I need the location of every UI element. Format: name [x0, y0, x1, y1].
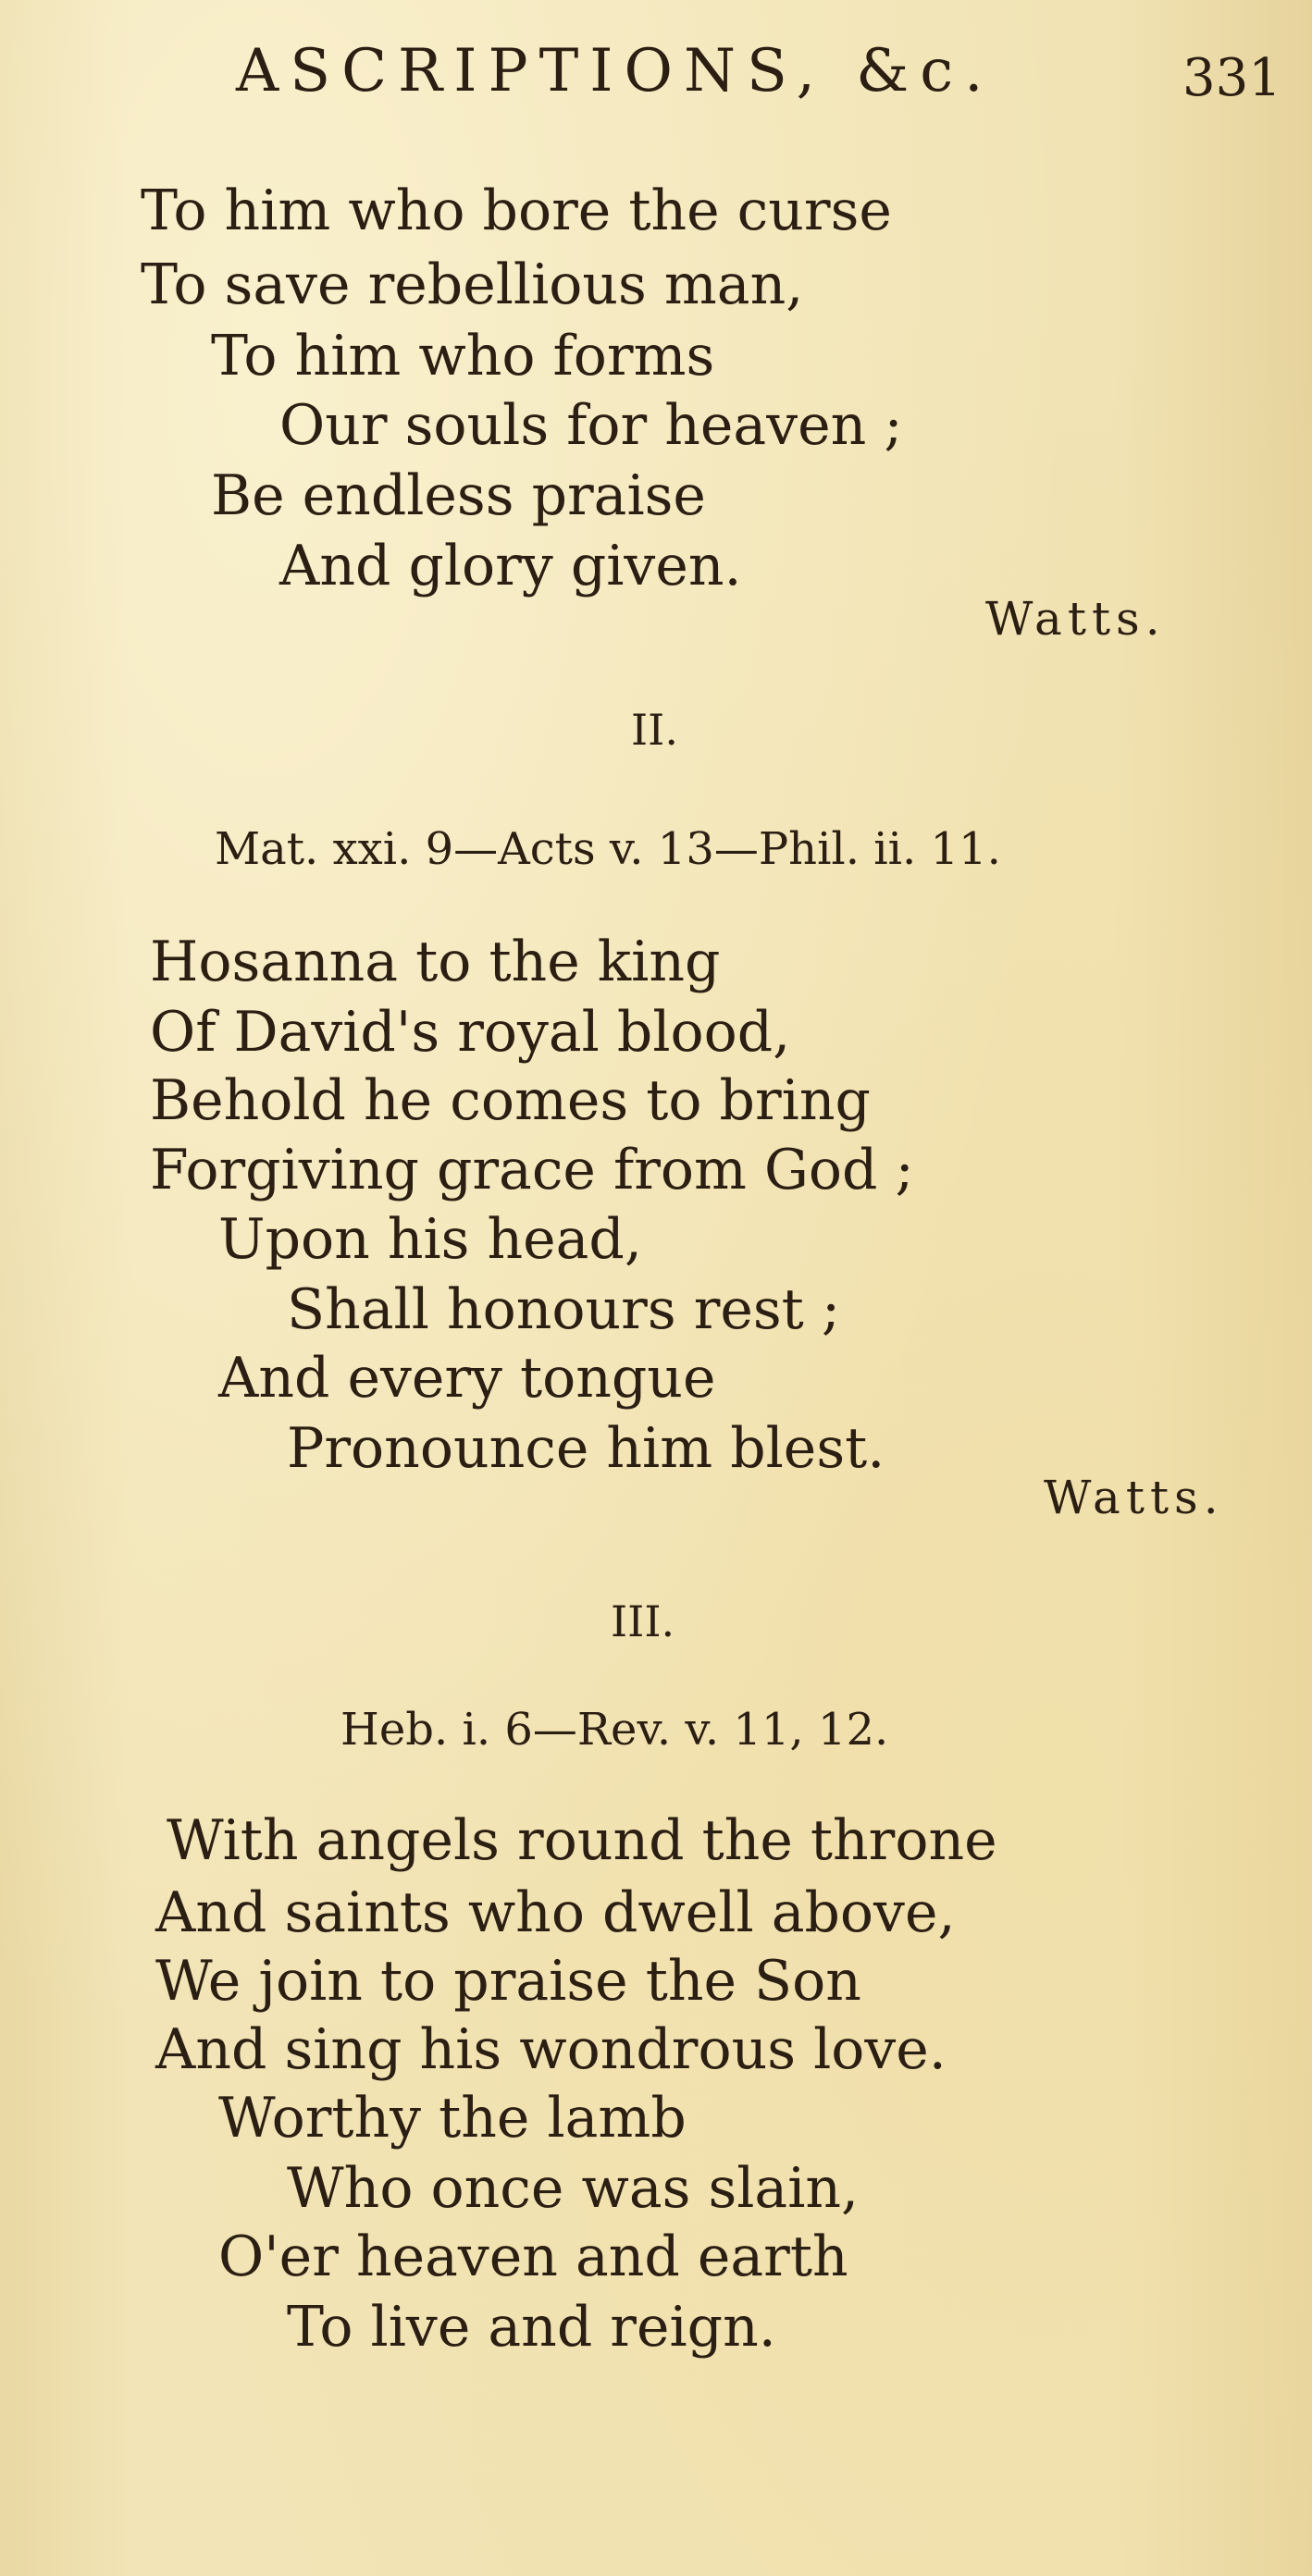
- verse-line: And glory given.: [279, 534, 742, 598]
- verse-line: To him who forms: [211, 324, 715, 388]
- verse-line: And sing his wondrous love.: [155, 2017, 947, 2082]
- verse-line: To live and reign.: [287, 2295, 776, 2360]
- scripture-reference: Heb. i. 6—Rev. v. 11, 12.: [340, 1704, 889, 1756]
- verse-line: Upon his head,: [218, 1207, 642, 1272]
- attribution: Watts.: [985, 592, 1166, 646]
- verse-line: Hosanna to the king: [150, 930, 721, 994]
- attribution: Watts.: [1044, 1471, 1224, 1524]
- verse-line: And saints who dwell above,: [155, 1880, 956, 1945]
- verse-line: Who once was slain,: [287, 2156, 860, 2221]
- verse-line: Be endless praise: [211, 463, 706, 528]
- verse-line: Worthy the lamb: [218, 2086, 687, 2151]
- hymn-numeral: II.: [631, 705, 678, 755]
- scripture-reference: Mat. xxi. 9—Acts v. 13—Phil. ii. 11.: [215, 823, 1001, 875]
- verse-line: Our souls for heaven ;: [279, 393, 903, 458]
- running-header: ASCRIPTIONS, &c.: [236, 37, 995, 105]
- verse-line: And every tongue: [218, 1346, 716, 1411]
- verse-line: Shall honours rest ;: [287, 1277, 841, 1342]
- verse-line: Behold he comes to bring: [150, 1068, 871, 1133]
- page-number: 331: [1182, 48, 1281, 108]
- verse-line: O'er heaven and earth: [218, 2225, 848, 2289]
- verse-line: To him who bore the curse: [141, 179, 892, 243]
- verse-line: With angels round the throne: [167, 1808, 997, 1873]
- hymn-numeral: III.: [611, 1596, 675, 1646]
- verse-line: We join to praise the Son: [155, 1949, 861, 2014]
- verse-line: Of David's royal blood,: [150, 1000, 791, 1065]
- verse-line: To save rebellious man,: [141, 253, 804, 317]
- verse-line: Forgiving grace from God ;: [150, 1138, 914, 1202]
- verse-line: Pronounce him blest.: [287, 1416, 885, 1481]
